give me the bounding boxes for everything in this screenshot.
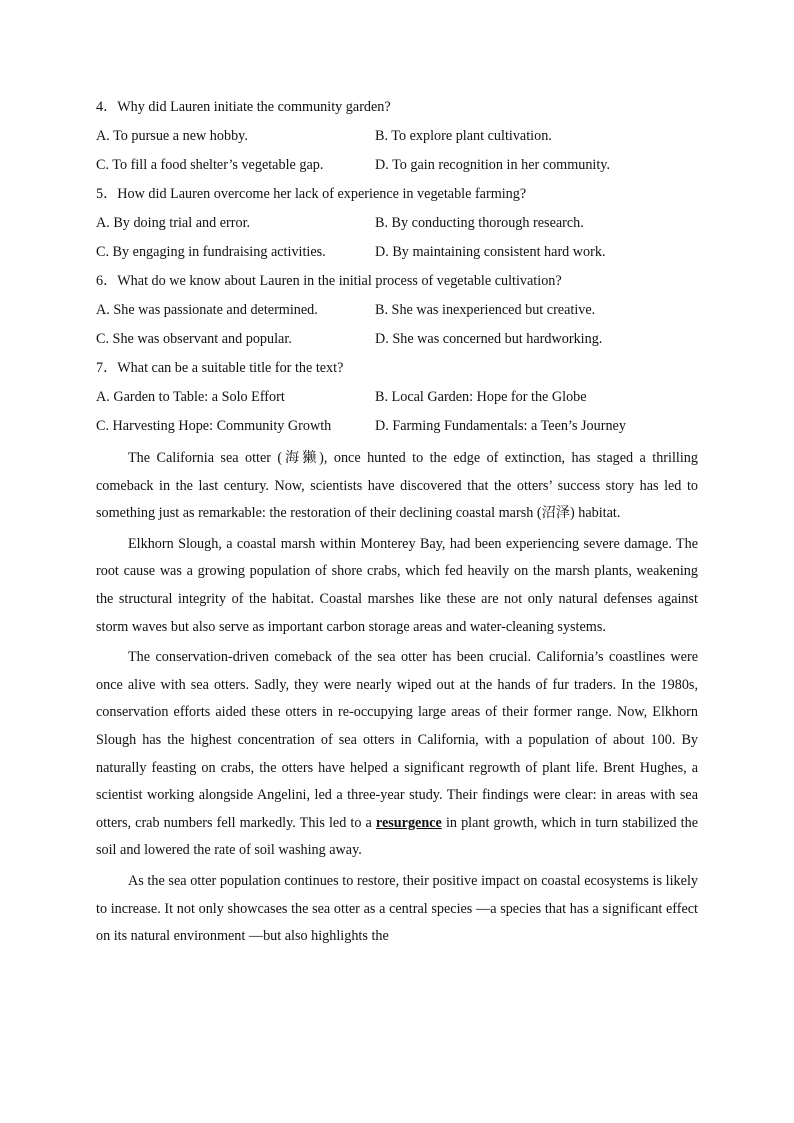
vocabulary-keyword: resurgence	[375, 814, 442, 831]
passage-paragraph-1: The California sea otter (海獭), once hunted to the edge of extinction, has staged a thrilling comeback in the last century. Now, scientists have discovered that the otters’ success story has led to something just as remarkable: the restoration of their declining coastal marsh (沼泽) habitat.	[96, 450, 698, 522]
question-5-option-a: A. By doing trial and error.	[96, 215, 251, 231]
question-6-options-row-2	[96, 328, 698, 357]
question-7-options-row-1	[96, 386, 698, 415]
question-7-option-c: C. Harvesting Hope: Community Growth	[96, 418, 332, 434]
question-7-option-b: B. Local Garden: Hope for the Globe	[375, 389, 587, 405]
question-7-stem: 7．What can be a suitable title for the text?	[96, 360, 344, 376]
question-6-option-a: A. She was passionate and determined.	[96, 302, 318, 318]
passage-paragraph-4: As the sea otter population continues to restore, their positive impact on coastal ecosystems is likely to increase. It not only showcases the sea otter as a central species —a species that has a significant effect on its natural environment —but also highlights the	[96, 872, 698, 945]
question-5-option-b: B. By conducting thorough research.	[375, 215, 584, 231]
question-4-options-row-2	[96, 154, 698, 183]
question-4-option-c: C. To fill a food shelter’s vegetable gap.	[96, 157, 324, 173]
question-7-option-a: A. Garden to Table: a Solo Effort	[96, 389, 285, 405]
question-6-options-row-1	[96, 299, 698, 328]
question-5-options-row-2	[96, 241, 698, 270]
paragraph-3-text-after: in plant growth, which in turn stabilized the soil and lowered the rate of soil washing away.	[96, 814, 698, 859]
question-6-stem: 6．What do we know about Lauren in the initial process of vegetable cultivation?	[96, 273, 562, 289]
question-4-option-d: D. To gain recognition in her community.	[375, 157, 611, 173]
question-4-options-row-1	[96, 125, 698, 154]
question-7-option-d: D. Farming Fundamentals: a Teen’s Journey	[375, 418, 626, 434]
question-4-option-b: B. To explore plant cultivation.	[375, 128, 552, 144]
question-5-option-c: C. By engaging in fundraising activities.	[96, 244, 326, 260]
passage-paragraph-3	[96, 644, 698, 865]
question-5-stem: 5．How did Lauren overcome her lack of experience in vegetable farming?	[96, 186, 527, 202]
page-content	[96, 96, 698, 951]
question-6-option-b: B. She was inexperienced but creative.	[375, 302, 596, 318]
paragraph-3-text-before: The conservation-driven comeback of the sea otter has been crucial. California’s coastlines were once alive with sea otters. Sadly, they were nearly wiped out at the hands of fur traders. In the 1980s, conservation efforts aided these otters in re-occupying large areas of their former range. Now, Elkhorn Slough has the highest concentration of sea otters in California, with a population of about 100. By naturally feasting on crabs, the otters have helped a significant regrowth of plant life. Brent Hughes, a scientist working alongside Angelini, led a three-year study. Their findings were clear: in areas with sea otters, crab numbers fell markedly. This led to a	[96, 649, 698, 831]
question-6-option-d: D. She was concerned but hardworking.	[375, 331, 603, 347]
question-4-option-a: A. To pursue a new hobby.	[96, 128, 248, 144]
question-7-options-row-2	[96, 415, 698, 444]
question-5-options-row-1	[96, 212, 698, 241]
question-6-option-c: C. She was observant and popular.	[96, 331, 292, 347]
question-4-stem: 4．Why did Lauren initiate the community garden?	[96, 99, 391, 115]
question-5-option-d: D. By maintaining consistent hard work.	[375, 244, 606, 260]
passage-paragraph-2: Elkhorn Slough, a coastal marsh within Monterey Bay, had been experiencing severe damage. The root cause was a growing population of shore crabs, which fed heavily on the marsh plants, weakening the structural integrity of the habitat. Coastal marshes like these are not only natural defenses against storm waves but also serve as important carbon storage areas and water-cleaning systems.	[96, 535, 698, 635]
